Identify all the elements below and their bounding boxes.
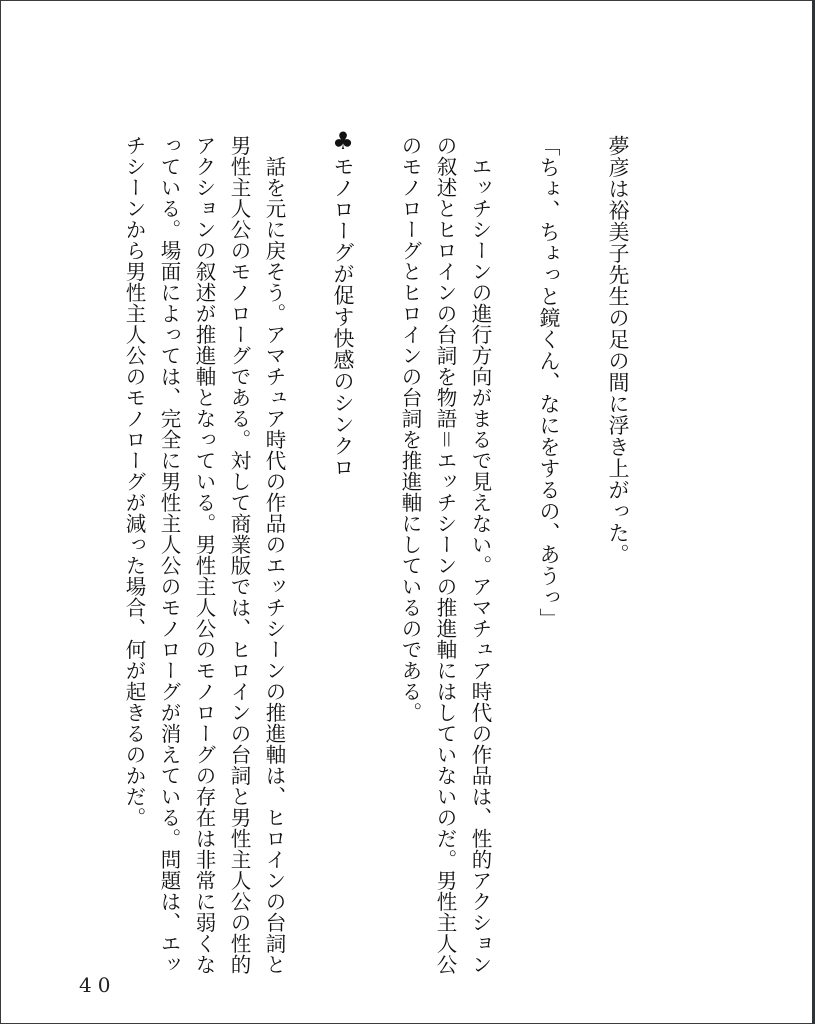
text-column-10: チシーンから男性主人公のモノローグが減った場合、何が起きるのかだ。 (122, 135, 146, 828)
text-column-5: のモノローグとヒロインの台詞を推進軸にしているのである。 (398, 135, 422, 723)
text-column-4: の叙述とヒロインの台詞を物語＝エッチシーンの推進軸にはしていないのだ。男性主人公 (433, 135, 457, 975)
club-suit-icon: ♣ (329, 127, 357, 156)
text-column-2: 「ちょ、ちょっと鏡くん、なにをするの、あうっ」 (537, 135, 561, 630)
text-column-9: っている。場面によっては、完全に男性主人公のモノローグが消えている。問題は、エッ (157, 135, 181, 975)
page-number: 40 (79, 973, 117, 997)
text-column-7: 男性主人公のモノローグである。対して商業版では、ヒロインの台詞と男性主人公の性的 (227, 135, 251, 975)
text-column-3: エッチシーンの進行方向がまるで見えない。アマチュア時代の作品は、性的アクション (468, 135, 492, 975)
section-heading (328, 127, 358, 478)
section-heading-text: モノローグが促す快感のシンクロ (331, 155, 355, 478)
text-column-1: 夢彦は裕美子先生の足の間に浮き上がった。 (606, 135, 630, 565)
text-column-8: アクションの叙述が推進軸となっている。男性主人公のモノローグの存在は非常に弱くな (192, 135, 216, 975)
text-column-6: 話を元に戻そう。アマチュア時代の作品のエッチシーンの推進軸は、ヒロインの台詞と (262, 135, 286, 975)
